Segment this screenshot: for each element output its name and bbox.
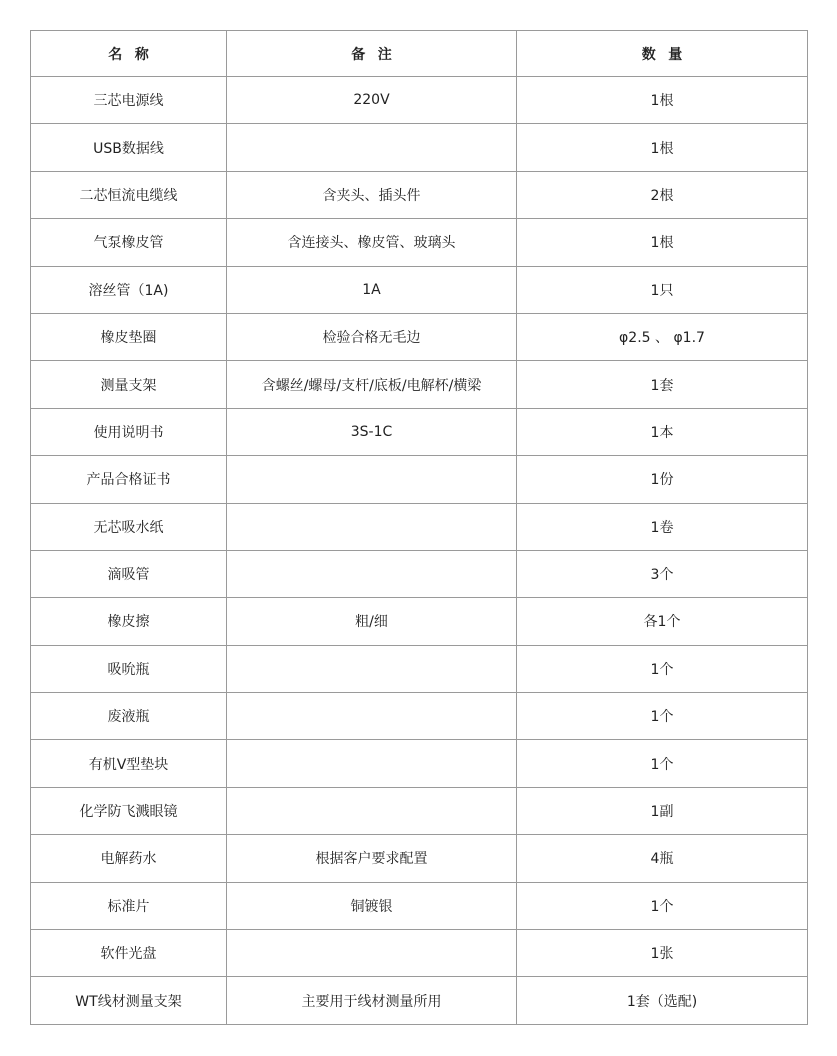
table-row — [31, 171, 808, 218]
cell-quantity: φ2.5 、 φ1.7 — [517, 313, 808, 360]
cell-note — [227, 645, 517, 692]
cell-name: 橡皮垫圈 — [31, 313, 227, 360]
cell-note — [227, 787, 517, 834]
table-row — [31, 977, 808, 1024]
cell-note: 检验合格无毛边 — [227, 313, 517, 360]
table-row — [31, 598, 808, 645]
cell-quantity: 1只 — [517, 266, 808, 313]
cell-note — [227, 550, 517, 597]
cell-name: 三芯电源线 — [31, 77, 227, 124]
table-row — [31, 693, 808, 740]
table-row — [31, 77, 808, 124]
header-row — [31, 31, 808, 77]
table-row — [31, 124, 808, 171]
cell-note: 含螺丝/螺母/支杆/底板/电解杯/横梁 — [227, 361, 517, 408]
cell-note: 铜镀银 — [227, 882, 517, 929]
cell-quantity: 1根 — [517, 219, 808, 266]
table-row — [31, 266, 808, 313]
cell-note: 粗/细 — [227, 598, 517, 645]
table-row — [31, 645, 808, 692]
cell-name: 化学防飞溅眼镜 — [31, 787, 227, 834]
table-row — [31, 930, 808, 977]
cell-note: 220V — [227, 77, 517, 124]
cell-name: 废液瓶 — [31, 693, 227, 740]
cell-name: 测量支架 — [31, 361, 227, 408]
cell-note: 根据客户要求配置 — [227, 835, 517, 882]
cell-name: 标准片 — [31, 882, 227, 929]
cell-name: 产品合格证书 — [31, 456, 227, 503]
cell-note: 1A — [227, 266, 517, 313]
cell-name: 电解药水 — [31, 835, 227, 882]
table-row — [31, 882, 808, 929]
cell-quantity: 1个 — [517, 645, 808, 692]
cell-note: 含夹头、插头件 — [227, 171, 517, 218]
cell-name: 滴吸管 — [31, 550, 227, 597]
cell-quantity: 1份 — [517, 456, 808, 503]
cell-quantity: 2根 — [517, 171, 808, 218]
table-row — [31, 503, 808, 550]
table-body — [31, 77, 808, 1025]
cell-note: 主要用于线材测量所用 — [227, 977, 517, 1024]
cell-note — [227, 124, 517, 171]
cell-quantity: 1套（选配) — [517, 977, 808, 1024]
cell-note — [227, 740, 517, 787]
cell-note — [227, 930, 517, 977]
cell-name: 气泵橡皮管 — [31, 219, 227, 266]
cell-quantity: 3个 — [517, 550, 808, 597]
table-row — [31, 550, 808, 597]
cell-name: 使用说明书 — [31, 408, 227, 455]
cell-name: 二芯恒流电缆线 — [31, 171, 227, 218]
cell-name: WT线材测量支架 — [31, 977, 227, 1024]
cell-quantity: 1张 — [517, 930, 808, 977]
cell-quantity: 1副 — [517, 787, 808, 834]
cell-name: 软件光盘 — [31, 930, 227, 977]
table-row — [31, 456, 808, 503]
cell-name: 无芯吸水纸 — [31, 503, 227, 550]
packing-list-sheet — [30, 30, 807, 1025]
cell-quantity: 1个 — [517, 740, 808, 787]
cell-note: 含连接头、橡皮管、玻璃头 — [227, 219, 517, 266]
cell-name: USB数据线 — [31, 124, 227, 171]
header-note: 备注 — [227, 31, 517, 77]
table-row — [31, 361, 808, 408]
table-row — [31, 740, 808, 787]
packing-list-table — [30, 30, 808, 1025]
cell-note — [227, 693, 517, 740]
cell-quantity: 1根 — [517, 77, 808, 124]
cell-note — [227, 456, 517, 503]
cell-quantity: 1本 — [517, 408, 808, 455]
table-row — [31, 408, 808, 455]
cell-note — [227, 503, 517, 550]
cell-name: 橡皮擦 — [31, 598, 227, 645]
table-row — [31, 313, 808, 360]
cell-name: 有机V型垫块 — [31, 740, 227, 787]
cell-quantity: 4瓶 — [517, 835, 808, 882]
cell-name: 溶丝管（1A) — [31, 266, 227, 313]
table-row — [31, 219, 808, 266]
header-name: 名称 — [31, 31, 227, 77]
header-quantity: 数量 — [517, 31, 808, 77]
cell-quantity: 1套 — [517, 361, 808, 408]
cell-quantity: 1个 — [517, 693, 808, 740]
table-row — [31, 835, 808, 882]
cell-quantity: 各1个 — [517, 598, 808, 645]
cell-note: 3S-1C — [227, 408, 517, 455]
cell-quantity: 1根 — [517, 124, 808, 171]
cell-quantity: 1卷 — [517, 503, 808, 550]
table-header — [31, 31, 808, 77]
cell-name: 吸吮瓶 — [31, 645, 227, 692]
table-row — [31, 787, 808, 834]
cell-quantity: 1个 — [517, 882, 808, 929]
